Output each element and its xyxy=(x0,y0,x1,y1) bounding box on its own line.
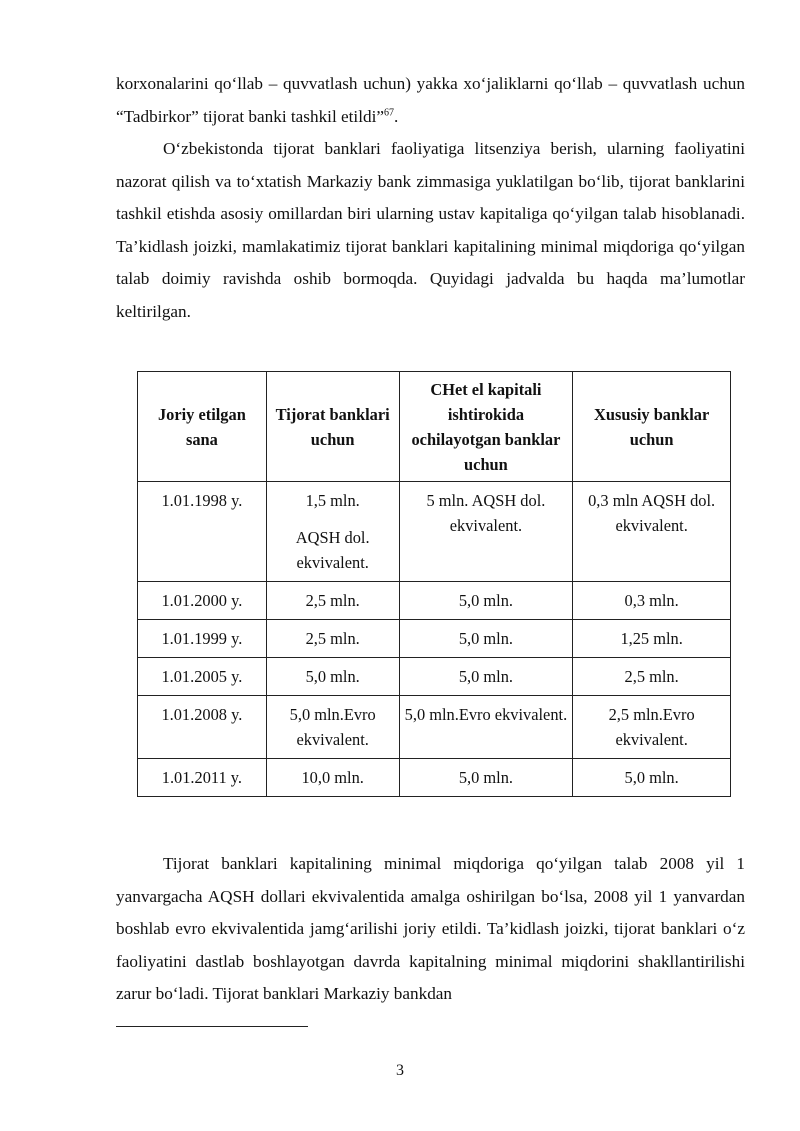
table-header-row xyxy=(138,372,731,482)
table-cell: 1.01.2005 y. xyxy=(138,658,267,696)
paragraph-intro xyxy=(116,68,745,133)
footnote-ref[interactable]: 67 xyxy=(383,106,394,118)
page-number: 3 xyxy=(396,1062,404,1079)
table-row xyxy=(138,482,731,582)
header-private: Xususiy banklar uchun xyxy=(573,372,731,482)
table-row xyxy=(138,759,731,797)
header-date: Joriy etilgan sana xyxy=(138,372,267,482)
table-cell: 5,0 mln. xyxy=(399,658,573,696)
table-cell-commercial xyxy=(266,482,399,582)
table-cell: 1.01.1999 y. xyxy=(138,620,267,658)
table-cell: 2,5 mln. xyxy=(266,582,399,620)
table-cell: 2,5 mln.Evro ekvivalent. xyxy=(573,696,731,759)
table-cell: 1.01.2011 y. xyxy=(138,759,267,797)
cell-line: AQSH dol. ekvivalent. xyxy=(295,528,370,572)
table-cell-private: 0,3 mln AQSH dol. ekvivalent. xyxy=(573,482,731,582)
paragraph-intro-end: . xyxy=(393,106,399,126)
header-commercial: Tijorat banklari uchun xyxy=(266,372,399,482)
table-row xyxy=(138,696,731,759)
table-cell: 1,25 mln. xyxy=(573,620,731,658)
paragraph-capital-requirement: Tijorat banklari kapitalining minimal miqdoriga qo‘yilgan talab 2008 yil 1 yanvargacha AQSH dollari ekvivalentida amalga oshirilgan bo‘lsa, 2008 yil 1 yanvardan boshlab evro ekvivalentida jamg‘arilishi joriy etildi. Ta’kidlash joizki, tijorat banklari o‘z faoliyatini dastlab boshlayotgan davrda kapitalning minimal miqdorini shakllantirilishi zarur bo‘ladi. Tijorat banklari Markaziy bankdan xyxy=(116,854,745,1003)
table-cell: 5,0 mln. xyxy=(399,759,573,797)
table-cell: 1.01.2008 y. xyxy=(138,696,267,759)
table-cell: 5,0 mln.Evro ekvivalent. xyxy=(399,696,573,759)
header-foreign-capital: CHet el kapitali ishtirokida ochilayotgan banklar uchun xyxy=(399,372,573,482)
table-cell: 5,0 mln. xyxy=(399,582,573,620)
table-row xyxy=(138,658,731,696)
paragraph-intro-text: korxonalarini qo‘llab – quvvatlash uchun) yakka xo‘jaliklarni qo‘llab – quvvatlash uchun “Tadbirkor” tijorat banki tashkil etildi” xyxy=(116,74,745,126)
table-row xyxy=(138,620,731,658)
table-cell: 5,0 mln. xyxy=(573,759,731,797)
footnote-separator xyxy=(116,1026,308,1027)
table-cell-date: 1.01.1998 y. xyxy=(138,482,267,582)
table-cell: 0,3 mln. xyxy=(573,582,731,620)
paragraph-licensing: O‘zbekistonda tijorat banklari faoliyatiga litsenziya berish, ularning faoliyatini nazorat qilish va to‘xtatish Markaziy bank zimmasiga yuklatilgan bo‘lib, tijorat banklarini tashkil etishda asosiy omillardan biri ularning ustav kapitaliga qo‘yilgan talab hisoblanadi. Ta’kidlash joizki, mamlakatimiz tijorat banklari kapitalining minimal miqdoriga qo‘yilgan talab doimiy ravishda oshib bormoqda. Quyidagi jadvalda bu haqda ma’lumotlar keltirilgan. xyxy=(116,139,745,321)
table-row xyxy=(138,582,731,620)
table-cell: 2,5 mln. xyxy=(266,620,399,658)
table-cell: 10,0 mln. xyxy=(266,759,399,797)
table-cell: 5,0 mln.Evro ekvivalent. xyxy=(266,696,399,759)
table-cell: 5,0 mln. xyxy=(399,620,573,658)
table-cell: 1.01.2000 y. xyxy=(138,582,267,620)
capital-requirements-table xyxy=(137,371,731,797)
table-cell-foreign: 5 mln. AQSH dol. ekvivalent. xyxy=(399,482,573,582)
table-cell: 5,0 mln. xyxy=(266,658,399,696)
table-cell: 2,5 mln. xyxy=(573,658,731,696)
cell-line: 1,5 mln. xyxy=(305,491,360,510)
